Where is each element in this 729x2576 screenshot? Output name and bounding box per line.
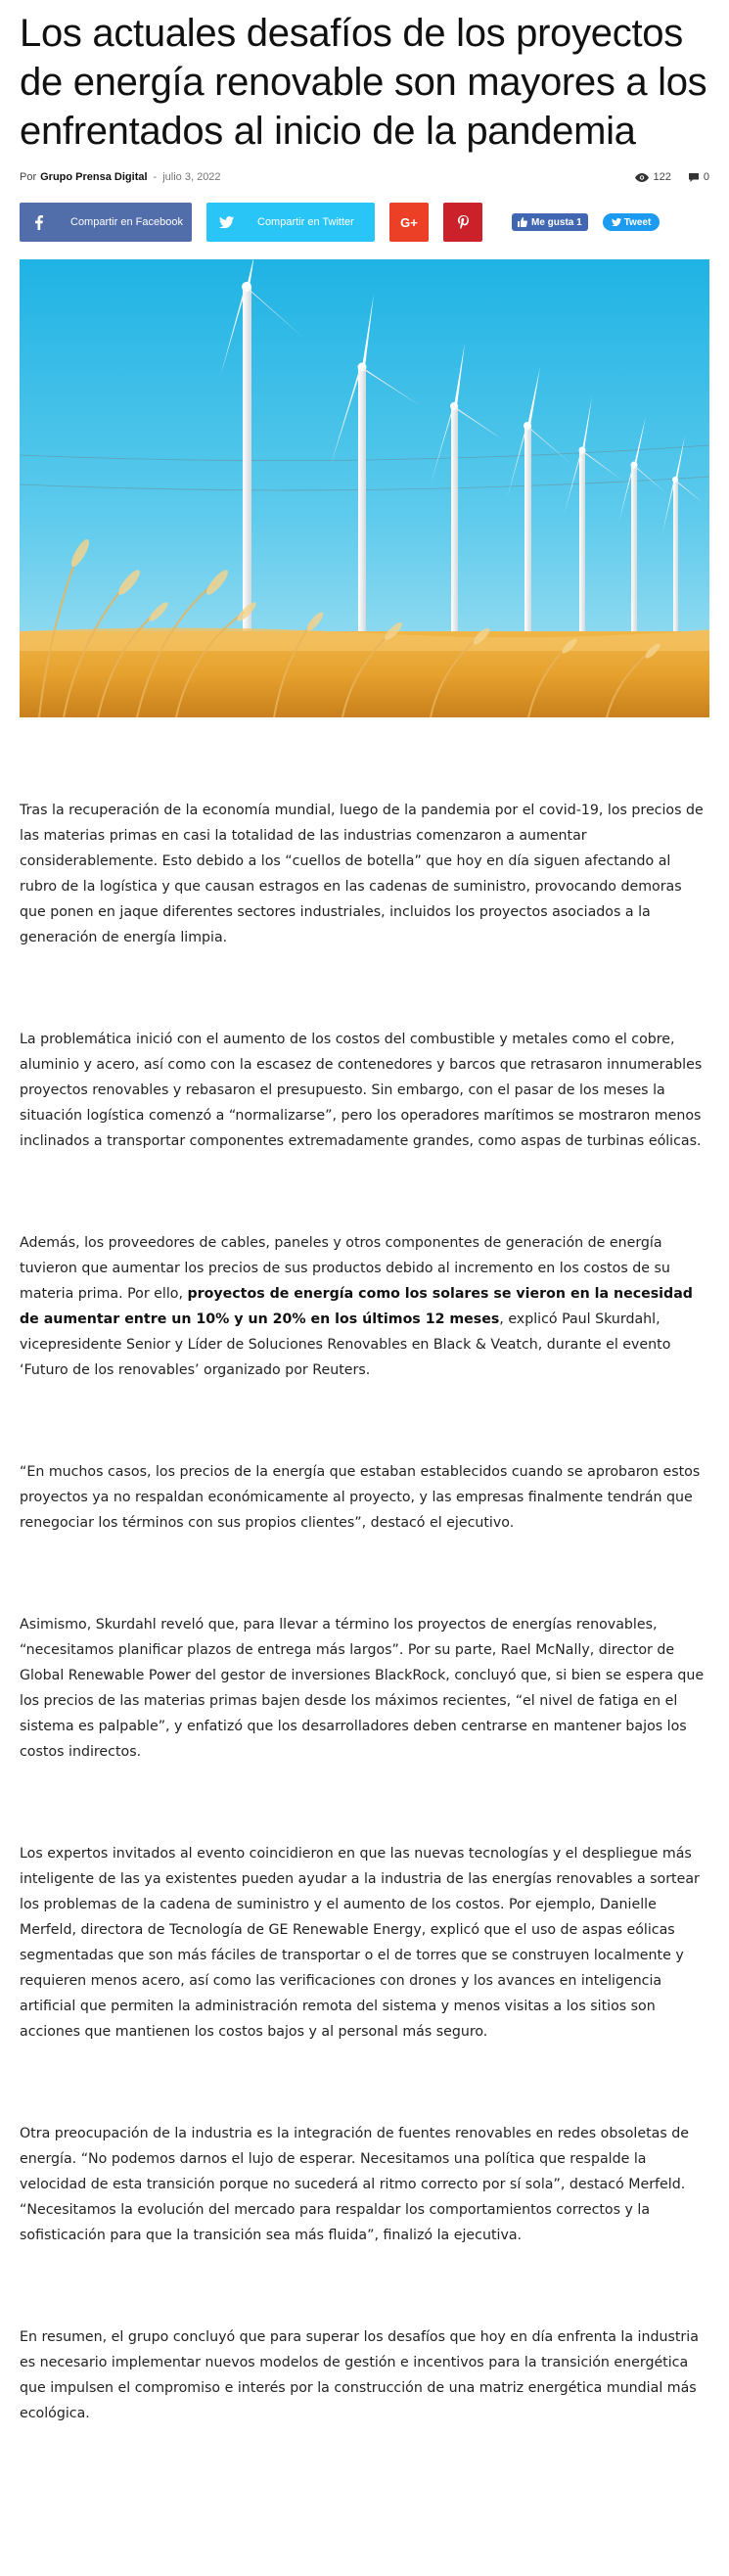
comments-stat[interactable] bbox=[689, 171, 709, 183]
article-title: Los actuales desafíos de los proyectos de energía renovable son mayores a los enfrentados al inicio de la pandemia bbox=[20, 12, 707, 153]
wind-turbines-photo bbox=[20, 259, 709, 717]
paragraph-3-highlight: proyectos de energía como los solares se vieron en la necesidad de aumentar entre un 10% y un 20% en los últimos 12 meses bbox=[20, 1286, 693, 1327]
thumbs-up-icon bbox=[518, 217, 527, 227]
paragraph-1: Tras la recuperación de la economía mundial, luego de la pandemia por el covid-19, los precios de las materias primas en casi la totalidad de las industrias comenzaron a aumentar considerablemente. Esto debido a los “cuellos de botella” que hoy en día siguen afectando al rubro de la logística y que causan estragos en las cadenas de suministro, provocando demoras que ponen en jaque diferentes sectores industriales, incluidos los proyectos asociados a la generación de energía limpia. bbox=[20, 803, 704, 945]
paragraph-3-intro: Además, los proveedores de cables, paneles y otros componentes de generación de energía tuvieron que aumentar los precios de sus productos debido al incremento en los costos de su materia prima. Por ello, bbox=[20, 1235, 670, 1302]
share-twitter-button[interactable] bbox=[206, 203, 375, 242]
share-pinterest-button[interactable] bbox=[443, 203, 482, 242]
paragraph-7: Otra preocupación de la industria es la integración de fuentes renovables en redes obsoletas de energía. “No podemos darnos el lujo de esperar. Necesitamos una política que respalde la velocidad de esta transición porque no sucederá al ritmo correcto por sí sola”, destacó Merfeld. “Necesitamos la evolución del mercado para respaldar los comportamientos correctos y la sofisticación para que la transición sea más fluida”, finalizó la ejecutiva. bbox=[20, 2126, 689, 2243]
comments-count: 0 bbox=[703, 171, 709, 183]
paragraph-3-end: , explicó Paul Skurdahl, vicepresidente Senior y Líder de Soluciones Renovables en Black & Veatch, durante el evento ‘Futuro de los renovables’ organizado por Reuters. bbox=[20, 1311, 671, 1378]
share-googleplus-button[interactable] bbox=[389, 203, 429, 242]
paragraph-5: Asimismo, Skurdahl reveló que, para llevar a término los proyectos de energías renovables, “necesitamos planificar plazos de entrega más largos”. Por su parte, Rael McNally, director de Global Renewable Power del gestor de inversiones BlackRock, concluyó que, si bien se espera que los precios de las materias primas bajen desde los máximos recientes, “el nivel de fatiga en el sistema es palpable”, y enfatizó que los desarrolladores deben centrarse en mantener bajos los costos indirectos. bbox=[20, 1617, 705, 1760]
facebook-icon bbox=[20, 203, 59, 242]
facebook-like-button[interactable] bbox=[512, 213, 588, 231]
tweet-label: Tweet bbox=[623, 216, 652, 228]
meta-separator: - bbox=[153, 171, 158, 183]
comment-icon bbox=[689, 173, 699, 182]
views-count: 122 bbox=[653, 171, 671, 183]
article-meta bbox=[20, 169, 709, 185]
author-link[interactable]: Grupo Prensa Digital bbox=[40, 171, 148, 183]
share-bar bbox=[20, 203, 709, 242]
publish-date: julio 3, 2022 bbox=[162, 171, 221, 183]
share-twitter-label: Compartir en Twitter bbox=[257, 216, 354, 228]
googleplus-icon: G+ bbox=[400, 214, 418, 230]
twitter-icon bbox=[206, 203, 246, 242]
paragraph-4: “En muchos casos, los precios de la energía que estaban establecidos cuando se aprobaron estos proyectos ya no respaldan económicamente al proyecto, y las empresas finalmente tendrán que renegociar los términos con sus propios clientes”, destacó el ejecutivo. bbox=[20, 1464, 701, 1531]
article-body bbox=[20, 798, 709, 2426]
byline-prefix: Por bbox=[20, 171, 37, 183]
views-stat bbox=[635, 171, 671, 183]
eye-icon bbox=[635, 173, 649, 182]
tweet-button[interactable] bbox=[603, 213, 661, 231]
facebook-like-label: Me gusta 1 bbox=[531, 216, 582, 228]
twitter-bird-icon bbox=[612, 218, 621, 226]
paragraph-6: Los expertos invitados al evento coincidieron en que las nuevas tecnologías y el despliegue más inteligente de las ya existentes pueden ayudar a la industria de las energías renovables a sortear los problemas de la cadena de suministro y el aumento de los costos. Por ejemplo, Danielle Merfeld, directora de Tecnología de GE Renewable Energy, explicó que el uso de aspas eólicas segmentadas que son más fáciles de transportar o el de torres que se construyen localmente y requieren menos acero, así como las verificaciones con drones y los avances en inteligencia artificial que permiten la administración remota del sistema y menos visitas a los sitios son acciones que mantienen los costos bajos y al personal más seguro. bbox=[20, 1846, 700, 2040]
paragraph-2: La problemática inició con el aumento de los costos del combustible y metales como el cobre, aluminio y acero, así como con la escasez de contenedores y barcos que retrasaron innumerables proyectos renovables y rebasaron el presupuesto. Sin embargo, con el pasar de los meses la situación logística comenzó a “normalizarse”, pero los operadores marítimos se mostraron menos inclinados a transportar componentes extremadamente grandes, como aspas de turbinas eólicas. bbox=[20, 1032, 703, 1149]
paragraph-8: En resumen, el grupo concluyó que para superar los desafíos que hoy en día enfrenta la industria es necesario implementar nuevos modelos de gestión e incentivos para la transición energética que impulsen el compromiso e interés por la construcción de una matriz energética mundial más ecológica. bbox=[20, 2329, 699, 2421]
share-facebook-label: Compartir en Facebook bbox=[70, 216, 183, 228]
hero-image bbox=[20, 259, 709, 717]
paragraph-3 bbox=[20, 1230, 709, 1383]
share-facebook-button[interactable] bbox=[20, 203, 192, 242]
pinterest-icon bbox=[458, 215, 469, 229]
article-stats bbox=[635, 171, 709, 183]
